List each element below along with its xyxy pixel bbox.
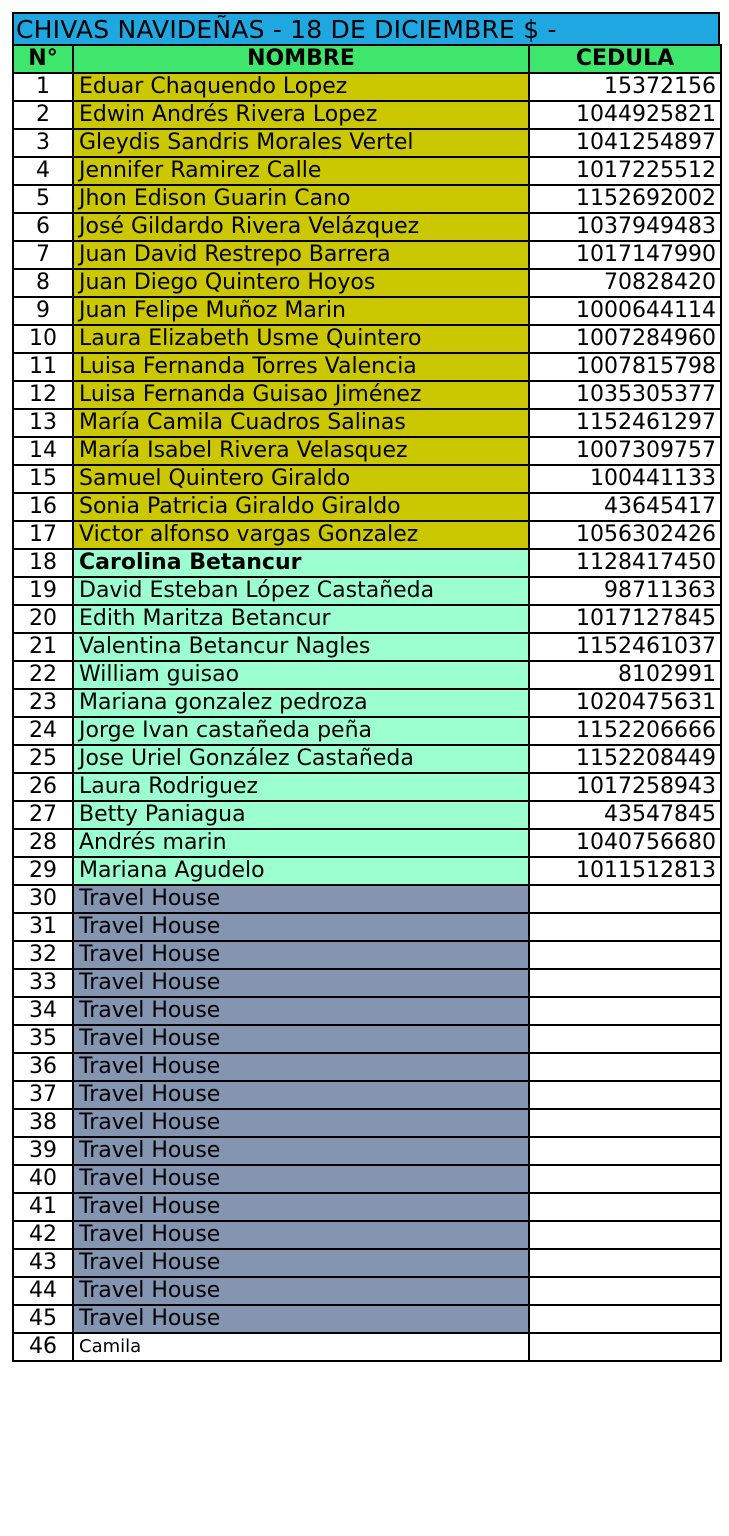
table-row [13,1081,721,1109]
row-cedula[interactable]: 1035305377 [529,381,721,409]
row-cedula[interactable]: 1044925821 [529,101,721,129]
table-row [13,773,721,801]
table-row [13,549,721,577]
row-number[interactable]: 25 [13,745,73,773]
row-cedula[interactable]: 1020475631 [529,689,721,717]
row-cedula[interactable]: 1152461037 [529,633,721,661]
row-name[interactable]: Carolina Betancur [73,549,529,577]
row-name[interactable]: Betty Paniagua [73,801,529,829]
row-cedula[interactable] [529,1165,721,1193]
table-row [13,689,721,717]
row-name[interactable]: Eduar Chaquendo Lopez [73,73,529,101]
row-number[interactable]: 1 [13,73,73,101]
table-row [13,605,721,633]
table-row [13,913,721,941]
table-row [13,213,721,241]
row-name[interactable]: Travel House [73,1277,529,1305]
row-cedula[interactable]: 1000644114 [529,297,721,325]
row-name[interactable]: Edwin Andrés Rivera Lopez [73,101,529,129]
row-name[interactable]: Andrés marin [73,829,529,857]
table-row [13,465,721,493]
row-cedula[interactable] [529,1081,721,1109]
row-cedula[interactable] [529,997,721,1025]
row-cedula[interactable]: 1011512813 [529,857,721,885]
row-number[interactable]: 40 [13,1165,73,1193]
row-name[interactable]: María Camila Cuadros Salinas [73,409,529,437]
table-row [13,1221,721,1249]
row-cedula[interactable] [529,941,721,969]
table-row [13,241,721,269]
table-row [13,633,721,661]
row-name[interactable]: Travel House [73,1165,529,1193]
row-cedula[interactable] [529,1333,721,1361]
row-cedula[interactable]: 15372156 [529,73,721,101]
row-number[interactable]: 31 [13,913,73,941]
row-number[interactable]: 18 [13,549,73,577]
row-number[interactable]: 6 [13,213,73,241]
table-row [13,577,721,605]
table-row [13,353,721,381]
row-cedula[interactable] [529,1053,721,1081]
table-row [13,185,721,213]
header-cedula: CEDULA [529,45,721,73]
row-number[interactable]: 34 [13,997,73,1025]
table-row [13,269,721,297]
row-number[interactable]: 33 [13,969,73,997]
row-name[interactable]: Mariana gonzalez pedroza [73,689,529,717]
row-cedula[interactable]: 1152208449 [529,745,721,773]
row-cedula[interactable]: 1056302426 [529,521,721,549]
roster-table [12,44,722,1362]
row-cedula[interactable]: 98711363 [529,577,721,605]
row-number[interactable]: 19 [13,577,73,605]
table-row [13,885,721,913]
row-cedula[interactable] [529,885,721,913]
row-cedula[interactable] [529,1193,721,1221]
table-row [13,1025,721,1053]
row-cedula[interactable] [529,1249,721,1277]
row-number[interactable]: 46 [13,1333,73,1361]
table-row [13,941,721,969]
row-cedula[interactable] [529,1137,721,1165]
row-name[interactable]: Jose Uriel González Castañeda [73,745,529,773]
row-cedula[interactable] [529,1305,721,1333]
row-name[interactable]: José Gildardo Rivera Velázquez [73,213,529,241]
table-row [13,1333,721,1361]
table-row [13,1053,721,1081]
row-cedula[interactable]: 43547845 [529,801,721,829]
row-name[interactable]: Valentina Betancur Nagles [73,633,529,661]
table-row [13,969,721,997]
row-name[interactable]: Luisa Fernanda Guisao Jiménez [73,381,529,409]
row-name[interactable]: Travel House [73,885,529,913]
row-name[interactable]: Sonia Patricia Giraldo Giraldo [73,493,529,521]
row-number[interactable]: 43 [13,1249,73,1277]
row-cedula[interactable] [529,1221,721,1249]
row-cedula[interactable]: 8102991 [529,661,721,689]
row-cedula[interactable]: 43645417 [529,493,721,521]
row-cedula[interactable] [529,1109,721,1137]
row-cedula[interactable]: 70828420 [529,269,721,297]
row-cedula[interactable] [529,1025,721,1053]
table-row [13,661,721,689]
row-name[interactable]: William guisao [73,661,529,689]
row-number[interactable]: 30 [13,885,73,913]
table-row [13,997,721,1025]
table-row [13,297,721,325]
row-number[interactable]: 12 [13,381,73,409]
row-number[interactable]: 4 [13,157,73,185]
row-name[interactable]: Luisa Fernanda Torres Valencia [73,353,529,381]
row-name[interactable]: Travel House [73,1137,529,1165]
row-cedula[interactable] [529,913,721,941]
row-number[interactable]: 36 [13,1053,73,1081]
row-number[interactable]: 28 [13,829,73,857]
sheet-title: CHIVAS NAVIDEÑAS - 18 DE DICIEMBRE $ - [12,12,720,44]
row-cedula[interactable]: 1017258943 [529,773,721,801]
row-number[interactable]: 42 [13,1221,73,1249]
row-number[interactable]: 14 [13,437,73,465]
row-cedula[interactable]: 1152692002 [529,185,721,213]
row-number[interactable]: 24 [13,717,73,745]
row-number[interactable]: 20 [13,605,73,633]
row-number[interactable]: 45 [13,1305,73,1333]
row-number[interactable]: 2 [13,101,73,129]
row-name[interactable]: Travel House [73,1249,529,1277]
table-row [13,381,721,409]
row-cedula[interactable] [529,969,721,997]
row-number[interactable]: 13 [13,409,73,437]
row-name[interactable]: María Isabel Rivera Velasquez [73,437,529,465]
row-cedula[interactable]: 1007815798 [529,353,721,381]
row-number[interactable]: 39 [13,1137,73,1165]
row-cedula[interactable]: 1152461297 [529,409,721,437]
table-row [13,1193,721,1221]
row-name[interactable]: Gleydis Sandris Morales Vertel [73,129,529,157]
row-name[interactable]: Juan Diego Quintero Hoyos [73,269,529,297]
row-name[interactable]: Travel House [73,913,529,941]
table-row [13,1137,721,1165]
row-number[interactable]: 5 [13,185,73,213]
table-row [13,801,721,829]
row-name[interactable]: Travel House [73,1221,529,1249]
row-name[interactable]: Travel House [73,941,529,969]
table-row [13,829,721,857]
row-cedula[interactable]: 1037949483 [529,213,721,241]
row-number[interactable]: 41 [13,1193,73,1221]
row-number[interactable]: 32 [13,941,73,969]
row-number[interactable]: 8 [13,269,73,297]
table-row [13,129,721,157]
table-row [13,409,721,437]
table-row [13,717,721,745]
row-cedula[interactable]: 100441133 [529,465,721,493]
row-name[interactable]: Samuel Quintero Giraldo [73,465,529,493]
row-name[interactable]: Travel House [73,1025,529,1053]
table-row [13,1109,721,1137]
row-name[interactable]: Laura Rodriguez [73,773,529,801]
row-cedula[interactable]: 1152206666 [529,717,721,745]
table-row [13,1165,721,1193]
row-number[interactable]: 22 [13,661,73,689]
row-name[interactable]: Jennifer Ramirez Calle [73,157,529,185]
row-name[interactable]: Jorge Ivan castañeda peña [73,717,529,745]
row-number[interactable]: 7 [13,241,73,269]
row-number[interactable]: 3 [13,129,73,157]
row-number[interactable]: 10 [13,325,73,353]
row-name[interactable]: David Esteban López Castañeda [73,577,529,605]
row-name[interactable]: Juan David Restrepo Barrera [73,241,529,269]
header-row [13,45,721,73]
row-number[interactable]: 23 [13,689,73,717]
spreadsheet [12,12,720,1362]
row-number[interactable]: 15 [13,465,73,493]
table-row [13,521,721,549]
row-number[interactable]: 17 [13,521,73,549]
table-row [13,493,721,521]
table-row [13,101,721,129]
row-number[interactable]: 11 [13,353,73,381]
row-name[interactable]: Jhon Edison Guarin Cano [73,185,529,213]
row-number[interactable]: 35 [13,1025,73,1053]
row-cedula[interactable]: 1017147990 [529,241,721,269]
table-row [13,325,721,353]
row-number[interactable]: 38 [13,1109,73,1137]
row-cedula[interactable]: 1007309757 [529,437,721,465]
row-name[interactable]: Laura Elizabeth Usme Quintero [73,325,529,353]
row-number[interactable]: 44 [13,1277,73,1305]
row-number[interactable]: 9 [13,297,73,325]
table-row [13,857,721,885]
row-name[interactable]: Travel House [73,1109,529,1137]
row-cedula[interactable]: 1041254897 [529,129,721,157]
row-name[interactable]: Travel House [73,1305,529,1333]
row-name[interactable]: Victor alfonso vargas Gonzalez [73,521,529,549]
row-name[interactable]: Travel House [73,1193,529,1221]
table-row [13,157,721,185]
row-number[interactable]: 29 [13,857,73,885]
header-number: N° [13,45,73,73]
row-name[interactable]: Juan Felipe Muñoz Marin [73,297,529,325]
row-cedula[interactable]: 1017127845 [529,605,721,633]
row-name[interactable]: Camila [73,1333,529,1361]
row-number[interactable]: 16 [13,493,73,521]
row-name[interactable]: Travel House [73,997,529,1025]
row-number[interactable]: 37 [13,1081,73,1109]
header-name: NOMBRE [73,45,529,73]
row-number[interactable]: 26 [13,773,73,801]
table-body [13,73,721,1361]
table-row [13,745,721,773]
table-row [13,1305,721,1333]
row-cedula[interactable] [529,1277,721,1305]
row-number[interactable]: 27 [13,801,73,829]
table-row [13,73,721,101]
row-name[interactable]: Travel House [73,969,529,997]
row-name[interactable]: Edith Maritza Betancur [73,605,529,633]
row-number[interactable]: 21 [13,633,73,661]
table-row [13,1277,721,1305]
row-name[interactable]: Mariana Agudelo [73,857,529,885]
table-row [13,1249,721,1277]
table-row [13,437,721,465]
row-cedula[interactable]: 1040756680 [529,829,721,857]
row-cedula[interactable]: 1128417450 [529,549,721,577]
row-name[interactable]: Travel House [73,1053,529,1081]
row-name[interactable]: Travel House [73,1081,529,1109]
row-cedula[interactable]: 1017225512 [529,157,721,185]
row-cedula[interactable]: 1007284960 [529,325,721,353]
